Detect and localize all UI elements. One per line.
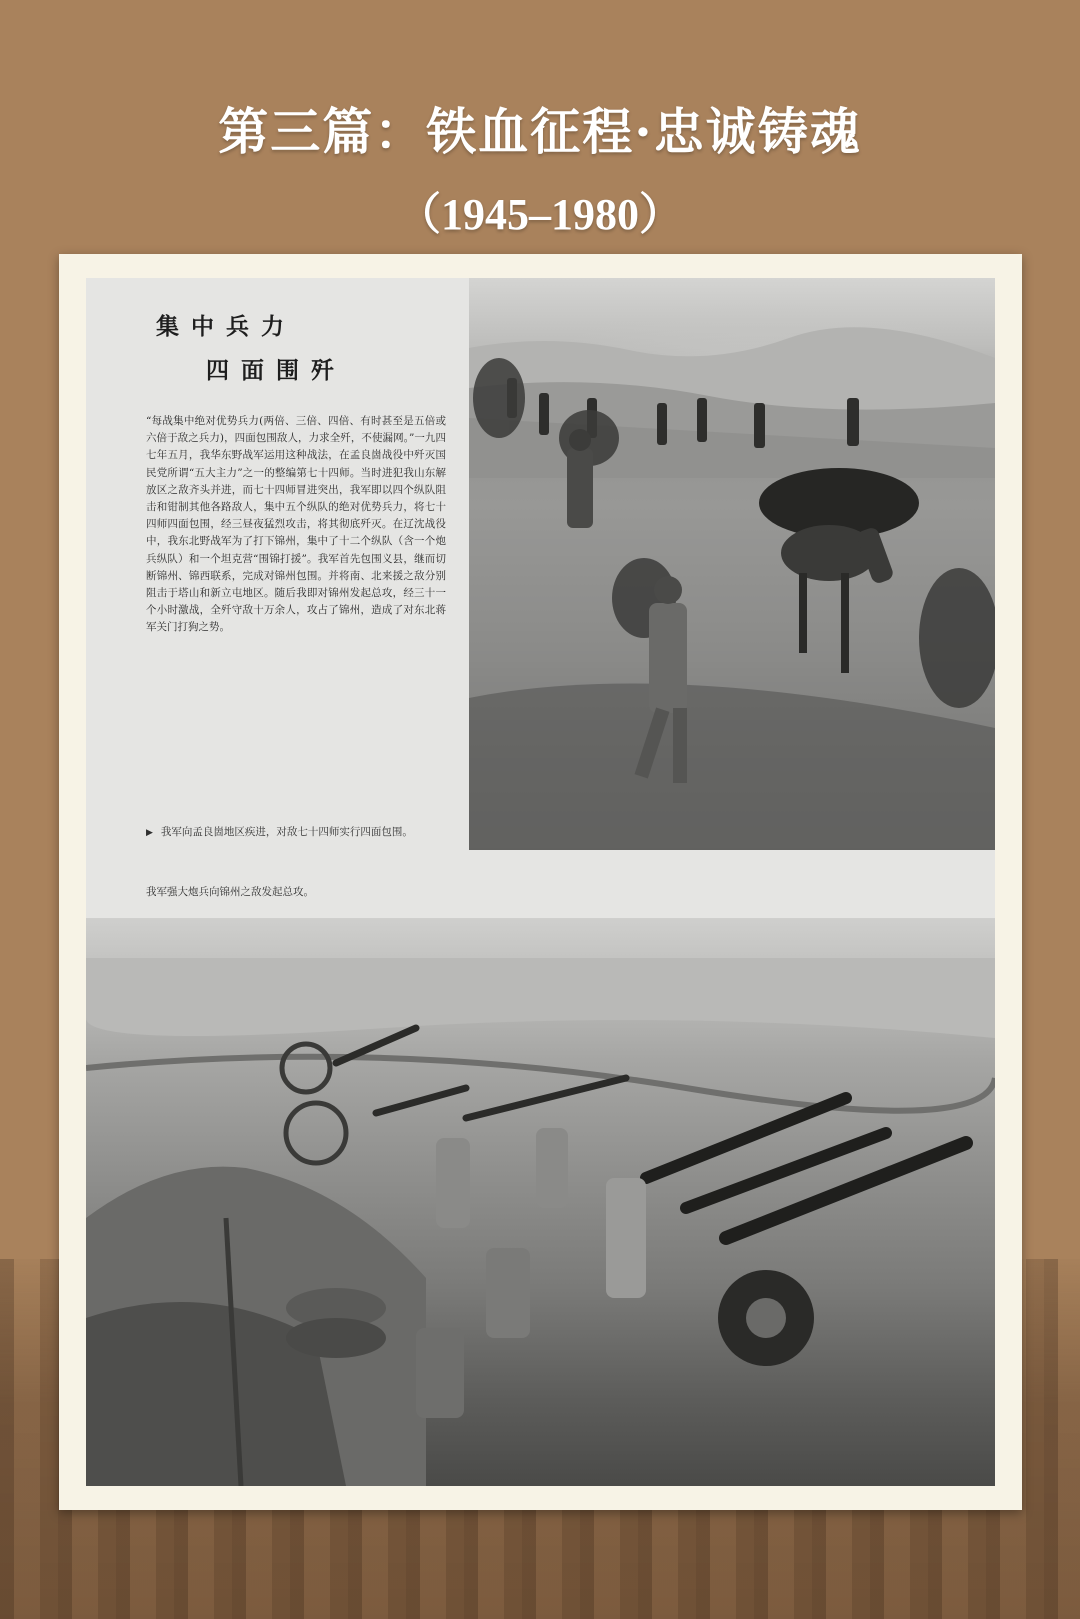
caption-top-photo bbox=[146, 824, 416, 841]
soldier-foreground bbox=[649, 603, 687, 713]
photo-soldiers-advancing bbox=[469, 278, 995, 850]
soldier-silhouette bbox=[539, 393, 549, 435]
section-years: （1945–1980） bbox=[397, 190, 683, 239]
mule-leg bbox=[841, 573, 849, 673]
section-title: 第三篇：铁血征程·忠诚铸魂 bbox=[218, 102, 862, 161]
soldier-silhouette bbox=[697, 398, 707, 442]
gun-wheel bbox=[282, 1044, 330, 1092]
soldier-silhouette bbox=[847, 398, 859, 446]
book-page bbox=[86, 278, 995, 1486]
gun-wheel bbox=[286, 1103, 346, 1163]
crew-member bbox=[416, 1328, 464, 1418]
soldier-running bbox=[567, 448, 593, 528]
sandbag bbox=[286, 1318, 386, 1358]
branch-bundle bbox=[473, 358, 525, 438]
crew-member bbox=[606, 1178, 646, 1298]
crew-member bbox=[536, 1128, 568, 1208]
plain-horizon bbox=[86, 958, 995, 1038]
gun-barrel bbox=[726, 1143, 966, 1238]
gun-barrel bbox=[466, 1078, 626, 1118]
article-text-column bbox=[86, 278, 469, 918]
gun-crew bbox=[416, 1128, 646, 1418]
soldier-leg bbox=[673, 708, 687, 783]
article-heading-line-1: 集中兵力 bbox=[156, 314, 296, 340]
exhibit-frame bbox=[59, 254, 1022, 1510]
artillery-illustration bbox=[86, 918, 995, 1486]
mule-leg bbox=[799, 573, 807, 653]
soldier-silhouette bbox=[657, 403, 667, 445]
soldier-head bbox=[569, 429, 591, 451]
crew-member bbox=[486, 1248, 530, 1338]
howitzer-hub bbox=[746, 1298, 786, 1338]
gun-barrel bbox=[376, 1088, 466, 1113]
caption-bottom-photo: 我军强大炮兵向锦州之敌发起总攻。 bbox=[146, 886, 314, 898]
photo-artillery-battery bbox=[86, 918, 995, 1486]
article-body: “每战集中绝对优势兵力(两倍、三倍、四倍、有时甚至是五倍或六倍于敌之兵力)，四面包围敌人，力求全歼，不使漏网。”一九四七年五月，我华东野战军运用这种战法，在孟良崮战役中歼灭国民党所谓“五大主力”之一的整编第七十四师。当时进犯我山东解放区之敌齐头并进，而七十四师冒进突出，我军即以四个纵队阻击和钳制其他各路敌人，集中五个纵队的绝对优势兵力，将七十四师四面包围，经三昼夜猛烈攻击，将其彻底歼灭。在辽沈战役中，我东北野战军为了打下锦州，集中了十二个纵队（含一个炮兵纵队）和一个坦克营“围锦打援”。我军首先包围义县，继而切断锦州、锦西联系，完成对锦州包围。并将南、北来援之敌分别阻击于塔山和新立屯地区。随后我即对锦州发起总攻，经三十一个小时激战，全歼守敌十万余人，攻占了锦州，造成了对东北蒋军关门打狗之势。 bbox=[146, 415, 446, 634]
crew-member bbox=[436, 1138, 470, 1228]
triangle-marker-icon: ▶ bbox=[146, 828, 153, 838]
gun-barrel bbox=[646, 1098, 846, 1178]
article-heading-line-2: 四面围歼 bbox=[206, 358, 346, 384]
soldier-silhouette bbox=[754, 403, 765, 448]
soldier-head bbox=[654, 576, 682, 604]
caption-top-text: 我军向孟良崮地区疾进，对敌七十四师实行四面包围。 bbox=[160, 826, 413, 838]
exhibit-header bbox=[0, 92, 1080, 242]
soldiers-advancing-illustration bbox=[469, 278, 995, 850]
foreground-howitzers bbox=[646, 1098, 966, 1238]
